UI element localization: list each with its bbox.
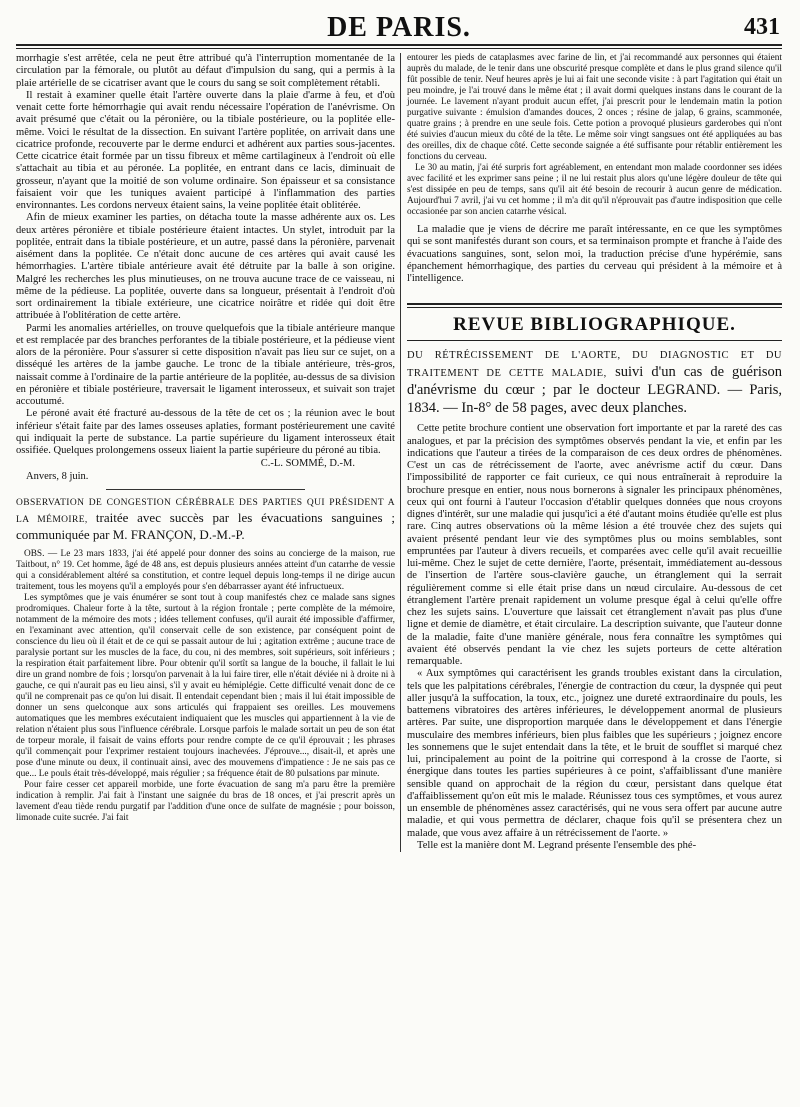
page-number: 431 bbox=[744, 14, 780, 40]
section-divider bbox=[106, 489, 305, 490]
section-rule-top bbox=[407, 303, 782, 305]
columns bbox=[16, 53, 782, 852]
observation-title-caps: OBSERVATION DE CONGESTION CÉRÉBRALE DES PARTIES QUI PRÉSIDENT A LA MÉMOIRE, bbox=[16, 498, 395, 526]
section-heading: REVUE BIBLIOGRAPHIQUE. bbox=[453, 314, 736, 336]
paragraph: Le péroné avait été fracturé au-dessous de la tête de cet os ; la réunion avec le bout inférieur s'était faite par des lames osseuses aplaties, formant postérieurement une cavité qui indiquait la perte de substance. La partie supérieure du ligament interosseux était ossifiée. Quelques prolongemens osseux liaient la partie supérieure du péroné au tibia. bbox=[16, 408, 395, 456]
book-title-caps: DU RÉTRÉCISSEMENT DE L'AORTE, DU DIAGNOSTIC ET DU TRAITEMENT DE CETTE MALADIE, bbox=[407, 350, 782, 380]
header-rule bbox=[16, 48, 782, 49]
review-quote: « Aux symptômes qui caractérisent les grands troubles existant dans la circulation, tels que les palpitations cérébrales, l'énergie de contraction du cœur, la dyspnée qui peut aller jusqu'à la suffocation, la toux, etc., joignez une dureté extraordinaire du pouls, les battemens vibratoires des artères inférieures, le développement anormal de plusieurs artères. Par suite, une disproportion marquée dans le développement et dans l'énergie musculaire des membres inférieurs, bien plus faibles que les supérieurs ; joignez encore les sonnemens que le sujet entendait dans la tête, et le bruit de soufflet si marqué chez lui, principalement au point de la poitrine qui correspond à la crosse de l'aorte, si énergique dans toutes les parties supérieures à ce point, s'affaiblissant d'une manière sensible quand on approchait de la région du cœur, persistant dans quelque état d'affaiblissement qu'on eût mis le malade. Réunissez tous ces symptômes, et vous aurez un ensemble de phénomènes assez caractérisés, qui ne vous sera offert par aucune autre maladie, et qui vous permettra de déclarer, chaque fois qu'il se présentera chez un malade, que vous avez affaire à un rétrécissement de l'aorte. » bbox=[407, 668, 782, 839]
paragraph: morrhagie s'est arrêtée, cela ne peut être attribué qu'à l'interruption momentanée de la circulation par la fémorale, ou plutôt au défaut d'impulsion du sang, qui a permis à la plaie artérielle de se cicatriser avant que le cours du sang se soit complètement rétabli. bbox=[16, 53, 395, 89]
observation-title bbox=[16, 496, 395, 543]
author-signature: C.-L. SOMMÉ, D.-M. bbox=[260, 458, 355, 470]
right-column bbox=[400, 53, 782, 852]
book-title-main: suivi d'un cas de guérison d'anévrisme du cœur ; par le docteur LEGRAND. — Paris, 1834. — In-8° de 58 pages, avec deux planches. bbox=[407, 364, 782, 417]
conclusion-paragraph: La maladie que je viens de décrire me paraît intéressante, en ce que les symptômes qui se sont manifestés durant son cours, et sa terminaison prompte et franche à l'aide des évacuations sanguines, sont, selon moi, la traduction précise d'une hypérémie, sans épanchement hémorrhagique, des parties du cerveau qui président à la mémoire et à l'intelligence. bbox=[407, 224, 782, 284]
observation-paragraph: entourer les pieds de cataplasmes avec farine de lin, et j'ai recommandé aux personnes qui étaient auprès du malade, de le tenir dans une obscurité presque complète et dans le plus grand silence qu'il fût possible de tenir. Neuf heures après je lui ai fait une seconde visite : à part l'agitation qui était un peu moindre, je l'ai trouvé dans le même état ; il avait dormi quelques instans dans le courant de la journée. Le lavement n'ayant produit aucun effet, j'ai prescrit pour le lendemain matin la potion purgative suivante : émulsion d'amandes douces, 2 onces ; résine de jalap, 6 grains, scammonée, quatre grains ; à prendre en une seule fois. Cette potion a provoqué plusieurs garderobes qui n'ont été suivies d'aucun mieux du côté de la tête. Le même soir vingt sangsues ont été appliquées au bas des oreilles, dix de chaque côté. Cette seconde saignée a été suffisante pour rétablir entièrement les fonctions du cerveau. bbox=[407, 53, 782, 162]
review-paragraph: Cette petite brochure contient une observation fort importante et par la rareté des cas analogues, et par la précision des symptômes observés pendant la vie, et enfin par les indications que l'auteur a tirées de la comparaison de ces deux ordres de phénomènes. C'est un cas de rétrécissement de l'aorte, avec anévrisme actif du cœur. Dans l'impossibilité de rapporter ce fait curieux, ce qui nous entraînerait à reproduire la brochure presque en entier, nous nous bornerons à signaler les principaux phénomènes, ceux qui ont fourni à l'auteur l'occasion d'établir quelques données que nous croyons dignes d'intérêt, sur une maladie qui jusqu'ici a été d'autant moins étudiée qu'elle est plus rare. Cinq autres observations où la même lésion a été trouvée chez des sujets qui avaient présenté pendant leur vie des symptômes plus ou moins semblables, sont empruntées par l'auteur à divers recueils, et comparées avec celle qu'il avait recueillie lui-même. Chez le sujet de cette dernière, l'aorte, présentait, immédiatement au-dessous de l'insertion de l'artère sous-clavière gauche, un étranglement qui la serrait régulièrement comme si elle était prise dans un nœud circulaire. Au-dessous de cet étranglement l'artère prenait rapidement un volume presque égal à celui qu'elle offre chez les sujets sains. L'ouverture que laissait cet étranglement n'avait pas plus d'une ligne et demie de diamètre, et était circulaire. La description suivante, que l'auteur donne de la maladie, faite d'une manière générale, nous fera connaître les symptômes qui avaient été observés pendant la vie chez les sujets porteurs de cette altération remarquable. bbox=[407, 423, 782, 667]
observation-title-main: traitée avec succès par les évacuations sanguines ; communiquée par M. FRANÇON, D.-M.-P. bbox=[16, 510, 396, 543]
dateline: Anvers, 8 juin. bbox=[26, 471, 89, 483]
observation-paragraph: Les symptômes que je vais énumérer se sont tout à coup manifestés chez ce malade sans signes prodromiques. Chaleur forte à la tête, surtout à la région frontale ; perte complète de la mémoire, notamment de la mémoire des mots ; idées tellement confuses, qu'il aurait été impossible d'affirmer, en l'examinant avec attention, qu'il conservait celle de son existence, par conséquent point de conscience du lieu où il était et de ce qui se passait autour de lui ; agitation extrême ; aucune trace de paralysie portant sur les muscles de la face, du cou, ni des membres, soit supérieurs, soit inférieurs ; la respiration était parfaitement libre. Pour obtenir qu'il sortît sa langue de la bouche, il fallait le lui dire un grand nombre de fois ; lorsqu'on parvenait à la lui faire tirer, elle n'était déviée ni à droite ni à gauche, ce qui n'aurait pas eu lieu ainsi, s'il y avait eu hémiplégie. Cette difficulté venait donc de ce qu'il ne comprenait pas ce qu'on lui disait. Il entendait cependant bien ; mais il lui était impossible de donner un sens quelconque aux sons articulés qui frappaient ses oreilles. Les mouvemens automatiques que les membres exécutaient indiquaient que les muscles qui appartiennent à la vie de relation n'étaient plus sous l'influence cérébrale. Lorsque parfois le malade sortait un peu de son état de torpeur morale, il faisait de vains efforts pour rendre compte de ce qu'il éprouvait ; les phrases qu'il commençait pour l'exprimer restaient toujours inachevées. J'éprouve..., disait-il, et après une pose d'une minute ou deux, il continuait ainsi, avec des mouvemens d'impatience : Je ne sais pas ce que... Le pouls était très-développé, mais régulier ; sa fréquence était de 80 pulsations par minute. bbox=[16, 593, 395, 780]
observation-paragraph: OBS. — Le 23 mars 1833, j'ai été appelé pour donner des soins au concierge de la maison, rue Taitbout, n° 19. Cet homme, âgé de 48 ans, est depuis plusieurs années atteint d'un catarrhe de vessie qui a considérablement altéré sa constitution, et contre lequel depuis long-temps il ne dirige aucun traitement, tous les moyens qu'il a employés pour s'en débarrasser ayant été infructueux. bbox=[16, 549, 395, 593]
running-title: DE PARIS. bbox=[327, 12, 471, 43]
section-rule-top-thin bbox=[407, 307, 782, 308]
section-rule-bottom bbox=[407, 340, 782, 341]
observation-paragraph: Pour faire cesser cet appareil morbide, une forte évacuation de sang m'a paru être la première indication à remplir. J'ai fait à l'instant une saignée du bras de 18 onces, et j'ai prescrit après un lavement d'eau tiède rendu purgatif par l'addition d'une once de sulfate de magnésie ; pour boisson, limonade cuite sucrée. J'ai fait bbox=[16, 780, 395, 824]
paragraph: Il restait à examiner quelle était l'artère ouverte dans la plaie d'arme à feu, et d'où venait cette forte hémorrhagie qui avait rendu nécessaire l'opération de l'anévrisme. On avait présumé que c'était ou la péronière, ou la tibiale postérieure, ou la poplitée elle-même. Voici le résultat de la dissection. En suivant l'artère poplitée, on arrivait dans une cicatrice profonde, recouverte par le derme endurci et adhérent aux parties sous-jacentes. Cette cicatrice était formée par un tissu fibreux et même cartilagineux à l'endroit où elle s'attachait au tibia et au péronée. La poplitée, en entrant dans ce lacis, diminuait de grosseur, n'ayant que la moitié de son volume ordinaire. Son épaisseur et sa consistance faisaient voir que les tuniques avaient participé à l'inflammation des parties environnantes. Les cordons nerveux étaient sains, la veine poplitée était oblitérée. bbox=[16, 89, 395, 211]
book-title bbox=[407, 345, 782, 417]
page-header bbox=[16, 10, 782, 46]
paragraph: Afin de mieux examiner les parties, on détacha toute la masse adhérente aux os. Les deux artères péronière et tibiale postérieure étaient intactes. Un stylet, introduit par la poplitée, entrait dans la tibiale postérieure, et un autre, passé dans la péronière, parvenait aisément dans la poplitée. Ce n'était donc aucune de ces artères qui avait causé les hémorrhagies. L'artère tibiale antérieure avait été détruite par la balle à son origine. Malgré les recherches les plus minutieuses, on ne trouva aucune trace de ce vaisseau, ni même de la pédieuse. La poplitée, ouverte dans sa longueur, présentait à l'endroit d'où sort ordinairement la tibiale extérieure, une cicatrice noirâtre et ridée qui doit être attribuée à l'oblitération de cette artère. bbox=[16, 212, 395, 322]
observation-paragraph: Le 30 au matin, j'ai été surpris fort agréablement, en entendant mon malade coordonner ses idées avec facilité et les exprimer sans peine ; il ne lui restait plus alors qu'une légère douleur de tête qui s'est dissipée en peu de temps, sans qu'il ait été besoin de recourir à aucun genre de médication. Aujourd'hui 7 avril, j'ai vu cet homme ; il m'a dit qu'il n'éprouvait pas d'autre indisposition que celle occasionée par son ancien catarrhe vésical. bbox=[407, 163, 782, 217]
paragraph: Parmi les anomalies artérielles, on trouve quelquefois que la tibiale antérieure manque et est remplacée par des branches perforantes de la tibiale postérieure, et la pédieuse vient alors de la péronière. Pour s'assurer si cette disposition n'avait pas lieu sur ce sujet, on a disséqué les artères de la jambe gauche. Le tronc de la tibiale antérieure, très-gros, naissait comme à l'ordinaire de la partie antérieure de la poplitée, au-dessus de sa division en péronière et tibiale postérieure, traversait le ligament interosseux, et suivait son trajet accoutumé. bbox=[16, 322, 395, 407]
review-paragraph: Telle est la manière dont M. Legrand présente l'ensemble des phé- bbox=[417, 839, 697, 851]
left-column bbox=[16, 53, 400, 852]
